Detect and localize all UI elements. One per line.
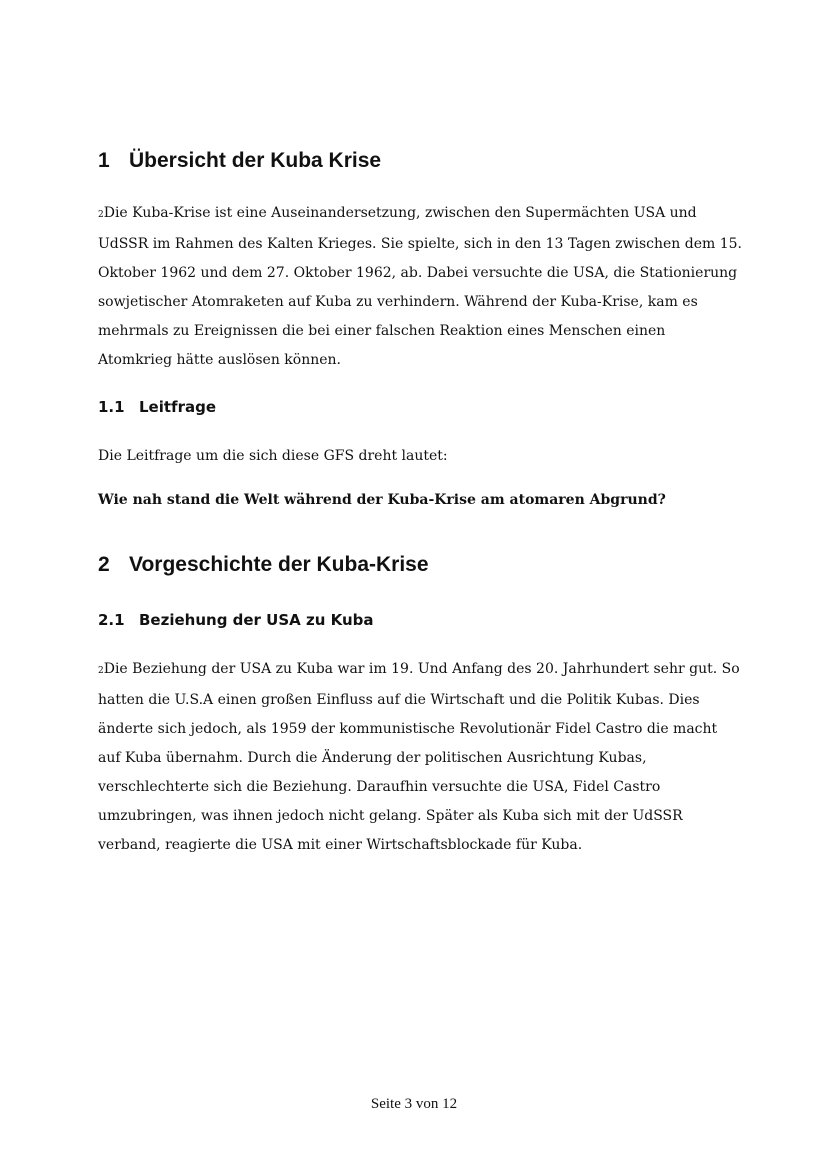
- paragraph-line: änderte sich jedoch, als 1959 der kommunistische Revolutionär Fidel Castro die macht: [98, 721, 718, 737]
- subsection-title: Beziehung der USA zu Kuba: [139, 611, 374, 629]
- subsection-number: 1.1: [98, 398, 125, 416]
- subsection-number: 2.1: [98, 611, 125, 629]
- page-number-footer: Seite 3 von 12: [370, 1096, 458, 1112]
- section-heading-1: [98, 148, 381, 174]
- paragraph-line: UdSSR im Rahmen des Kalten Krieges. Sie spielte, sich in den 13 Tagen zwischen dem 15.: [98, 236, 743, 252]
- leitfrage-question: Wie nah stand die Welt während der Kuba-Krise am atomaren Abgrund?: [98, 492, 666, 508]
- paragraph-line: 2Die Kuba-Krise ist eine Auseinandersetzung, zwischen den Supermächten USA und: [98, 205, 697, 221]
- section-title: Vorgeschichte der Kuba-Krise: [129, 553, 429, 576]
- paragraph-line: Die Leitfrage um die sich diese GFS dreht lautet:: [98, 448, 448, 464]
- paragraph-line: Atomkrieg hätte auslösen können.: [98, 352, 341, 368]
- paragraph-line: verband, reagierte die USA mit einer Wirtschaftsblockade für Kuba.: [98, 837, 583, 853]
- subsection-title: Leitfrage: [139, 398, 216, 416]
- subsection-heading-2-1: [98, 610, 374, 630]
- leitfrage-intro: [98, 442, 734, 471]
- paragraph-line: sowjetischer Atomraketen auf Kuba zu verhindern. Während der Kuba-Krise, kam es: [98, 294, 698, 310]
- section-1-paragraph: [98, 199, 743, 375]
- subsection-heading-1-1: [98, 397, 216, 417]
- footnote-reference: 2: [98, 666, 104, 676]
- paragraph-line: verschlechterte sich die Beziehung. Daraufhin versuchte die USA, Fidel Castro: [98, 779, 661, 795]
- paragraph-line: auf Kuba übernahm. Durch die Änderung der politischen Ausrichtung Kubas,: [98, 750, 647, 766]
- paragraph-line: mehrmals zu Ereignissen die bei einer falschen Reaktion eines Menschen einen: [98, 323, 666, 339]
- section-number: 1: [98, 149, 110, 172]
- section-number: 2: [98, 553, 110, 576]
- footnote-reference: 2: [98, 210, 104, 220]
- paragraph-line: hatten die U.S.A einen großen Einfluss auf die Wirtschaft und die Politik Kubas. Dies: [98, 692, 700, 708]
- paragraph-line: Oktober 1962 und dem 27. Oktober 1962, ab. Dabei versuchte die USA, die Stationierung: [98, 265, 738, 281]
- section-heading-2: [98, 552, 429, 578]
- section-2-1-paragraph: [98, 655, 740, 860]
- section-title: Übersicht der Kuba Krise: [129, 149, 382, 172]
- paragraph-line: 2Die Beziehung der USA zu Kuba war im 19. Und Anfang des 20. Jahrhundert sehr gut. So: [98, 661, 740, 677]
- paragraph-line: umzubringen, was ihnen jedoch nicht gelang. Später als Kuba sich mit der UdSSR: [98, 808, 683, 824]
